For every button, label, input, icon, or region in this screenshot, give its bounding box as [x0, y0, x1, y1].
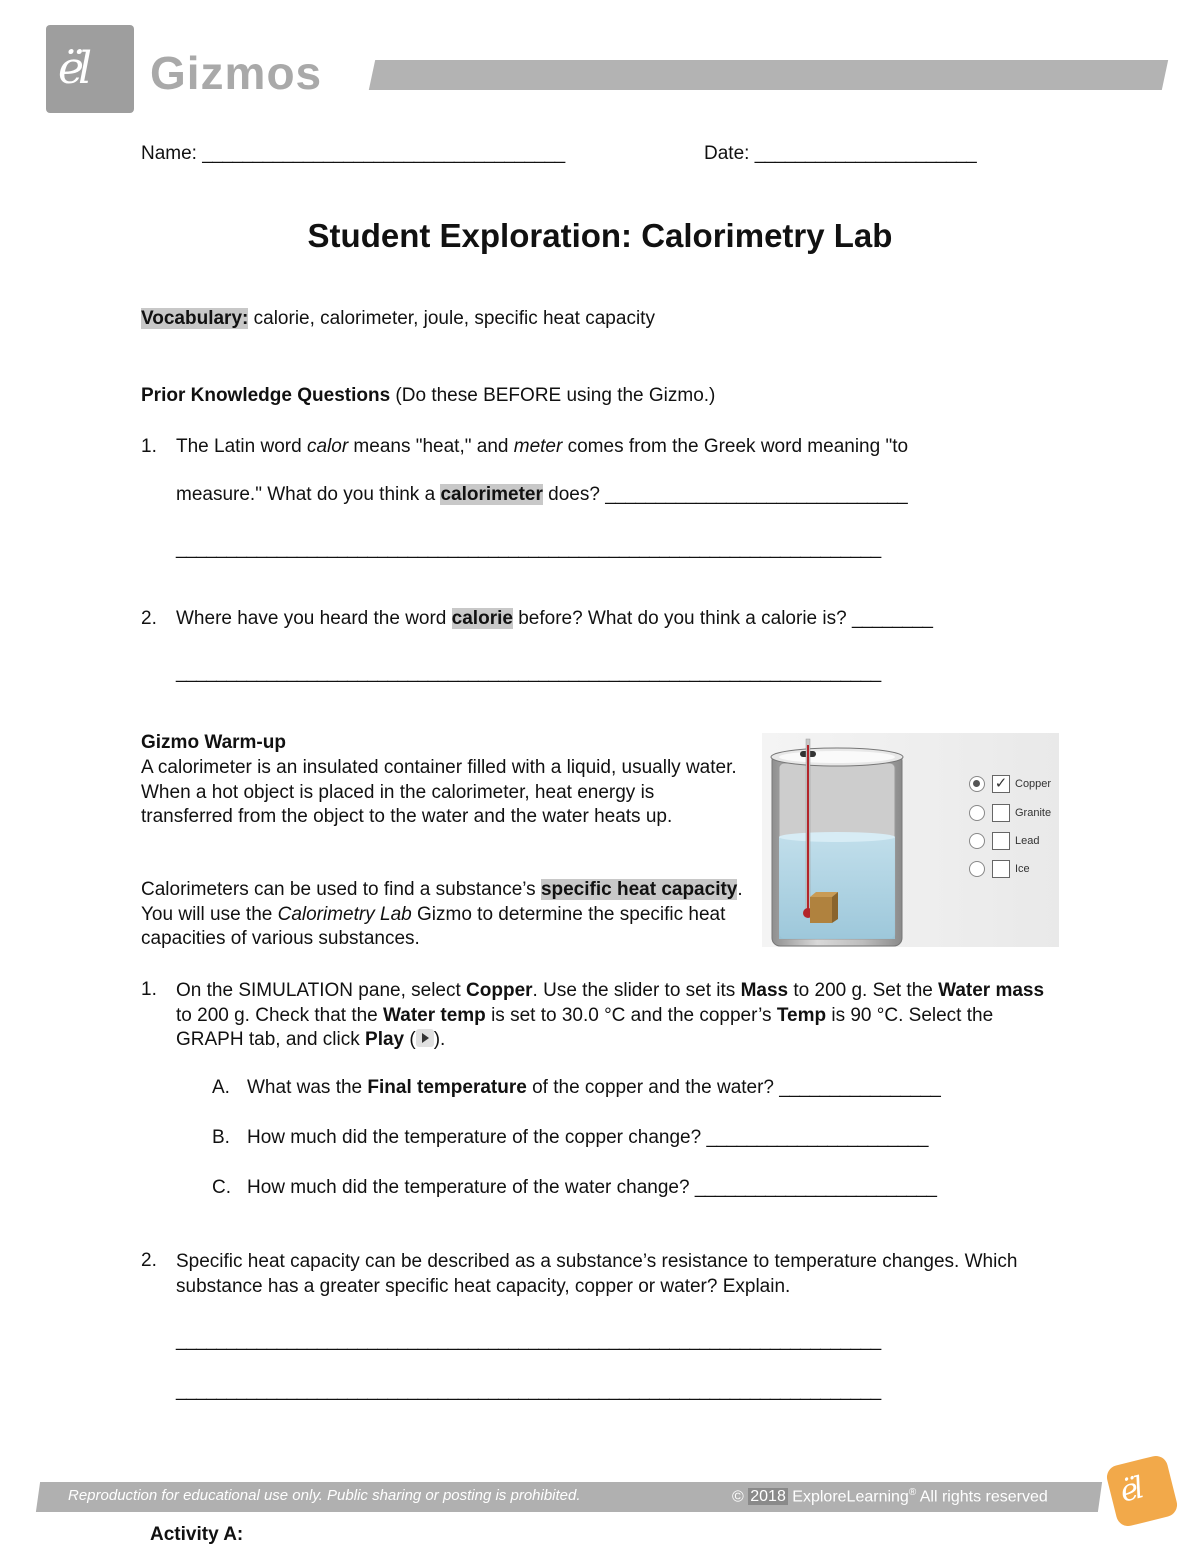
pk-q1-text: The Latin word	[176, 436, 307, 457]
gizmo-name: Calorimetry Lab	[277, 903, 412, 925]
date-field[interactable]	[704, 143, 976, 165]
wq1-bold-play: Play	[365, 1029, 405, 1050]
page-title: Student Exploration: Calorimetry Lab	[307, 217, 893, 254]
wq1-bold-water-mass: Water mass	[938, 980, 1045, 1001]
pk-q1-number: 1.	[141, 436, 157, 457]
wq1a-line	[247, 1077, 940, 1099]
rights-reserved: All rights reserved	[916, 1488, 1048, 1506]
wq1-bold-copper: Copper	[466, 980, 533, 1001]
registered-mark: ®	[908, 1487, 917, 1498]
wq1a-text: of the copper and the water?	[526, 1077, 780, 1098]
date-blank: ______________________	[754, 143, 977, 164]
wq1-bold-mass: Mass	[740, 980, 789, 1001]
name-blank: ____________________________________	[202, 143, 565, 164]
name-field[interactable]	[141, 143, 565, 165]
wq2-text: Specific heat capacity can be described as a substance’s resistance to temperature changes. Which substance has a greater specific heat capacity, copper or water? Explain.	[176, 1251, 1018, 1297]
vocab-term-calorie: calorie	[451, 608, 513, 629]
warmup-paragraph-1: A calorimeter is an insulated container filled with a liquid, usually water. When a hot object is placed in the calorimeter, heat energy is transferred from the object to the water and the water heats up.	[141, 757, 737, 827]
wq1a-label: A.	[212, 1077, 230, 1098]
pk-q1-answer-blank[interactable]: ______________________________	[605, 484, 908, 505]
wq1c-label: C.	[212, 1177, 231, 1198]
wq1c-line	[247, 1177, 936, 1199]
wq1a-bold-final-temperature: Final temperature	[367, 1077, 527, 1098]
pk-q1-answer-blank-2[interactable]: ______________________________________________________________________	[176, 538, 881, 559]
vocab-term-calorimeter: calorimeter	[440, 484, 543, 505]
vocab-term-specific-heat-capacity: specific heat capacity	[540, 879, 738, 900]
pk-q2-text: Where have you heard the word	[176, 608, 452, 629]
warmup-p2-text: Calorimeters can be used to find a substance’s	[141, 879, 541, 900]
pk-q2-answer-blank[interactable]: ________	[851, 608, 933, 629]
wq1c-answer-blank[interactable]: ________________________	[694, 1177, 937, 1198]
wq1a-text: What was the	[247, 1077, 368, 1098]
wq1-text	[176, 979, 1056, 1053]
name-label: Name:	[141, 143, 197, 164]
substance-option-granite[interactable]	[969, 804, 1051, 822]
radio-copper-selected[interactable]	[969, 776, 985, 792]
wq2-answer-blank-1[interactable]: ______________________________________________________________________	[176, 1330, 881, 1351]
checkbox-ice[interactable]	[992, 860, 1010, 878]
vocabulary-label: Vocabulary:	[141, 308, 249, 329]
pk-q1-word-calor: calor	[306, 436, 349, 457]
warmup-heading	[141, 732, 286, 754]
wq1-text-part: (	[404, 1029, 416, 1050]
header-bar	[369, 60, 1168, 90]
pk-q2-line1	[176, 608, 933, 630]
wq2-answer-blank-2[interactable]: ______________________________________________________________________	[176, 1380, 881, 1401]
radio-ice[interactable]	[969, 861, 985, 877]
wq1-text-part: . Use the slider to set its	[532, 980, 741, 1001]
wq1a-answer-blank[interactable]: ________________	[779, 1077, 941, 1098]
corner-logo-glyph: ël	[1116, 1471, 1144, 1510]
wq2-number: 2.	[141, 1250, 157, 1271]
vocabulary-line	[141, 308, 655, 330]
pk-q1-text: means "heat," and	[348, 436, 514, 457]
substance-option-ice[interactable]	[969, 860, 1030, 878]
wq1c-text: How much did the temperature of the water change?	[247, 1177, 695, 1198]
warmup-p2-text: Gizmo to determine the specific heat capacities of various substances.	[141, 903, 726, 949]
footer-copyright	[732, 1487, 1048, 1506]
date-label: Date:	[704, 143, 750, 164]
wq1-text-part: to 200 g. Check that the	[176, 1004, 384, 1026]
company-name: ExploreLearning	[787, 1488, 909, 1506]
copyright-year: 2018	[750, 1488, 786, 1506]
explorelearning-corner-logo	[1104, 1453, 1179, 1528]
pk-q1-line2	[176, 484, 907, 506]
pk-q1-line1	[176, 436, 908, 458]
prior-knowledge-heading	[141, 385, 715, 407]
footer-notice: Reproduction for educational use only. Public sharing or posting is prohibited.	[68, 1487, 581, 1504]
substance-option-copper[interactable]	[969, 775, 1051, 793]
warmup-p2-text: . You will use the	[141, 879, 743, 925]
warmup-paragraph-2	[141, 878, 746, 952]
substance-option-lead[interactable]	[969, 832, 1039, 850]
wq1b-answer-blank[interactable]: ______________________	[706, 1127, 928, 1148]
wq1-number: 1.	[141, 979, 157, 1000]
wq1-text-part: On the SIMULATION pane, select	[176, 980, 467, 1001]
pk-q1-text: comes from the Greek word meaning "to	[562, 436, 909, 457]
option-label-ice: Ice	[1015, 863, 1030, 875]
explorelearning-logo	[46, 25, 134, 113]
wq1b-text: How much did the temperature of the copper change?	[247, 1127, 707, 1148]
pk-q1-text: measure." What do you think a	[176, 484, 441, 505]
calorimeter-figure	[762, 733, 1059, 947]
option-label-granite: Granite	[1015, 807, 1052, 819]
wq1-text-part: to 200 g. Set the	[788, 980, 939, 1001]
option-label-copper: Copper	[1015, 778, 1052, 790]
wq1-text-part: ).	[433, 1029, 446, 1050]
play-icon	[416, 1029, 434, 1047]
activity-label: Activity A:	[150, 1524, 244, 1545]
checkbox-lead[interactable]	[992, 832, 1010, 850]
pk-q2-answer-blank-2[interactable]: ______________________________________________________________________	[176, 662, 881, 683]
copyright-symbol: ©	[732, 1488, 744, 1506]
pk-q1-text: does?	[542, 484, 606, 505]
warmup-title: Gizmo Warm-up	[141, 732, 286, 753]
wq1-bold-water-temp: Water temp	[383, 1004, 486, 1026]
pk-q2-text: before? What do you think a calorie is?	[512, 608, 852, 629]
option-label-lead: Lead	[1015, 835, 1040, 847]
prior-knowledge-note: (Do these BEFORE using the Gizmo.)	[390, 385, 716, 406]
radio-lead[interactable]	[969, 833, 985, 849]
wq1b-line	[247, 1127, 928, 1149]
vocabulary-terms: calorie, calorimeter, joule, specific heat capacity	[248, 308, 655, 329]
wq1b-label: B.	[212, 1127, 230, 1148]
pk-q2-number: 2.	[141, 608, 157, 629]
wq1-text-part: is 90 °C. Select the GRAPH tab, and click	[176, 1004, 994, 1050]
checkbox-copper-checked[interactable]: ✓	[992, 775, 1010, 793]
wq1-bold-temp: Temp	[776, 1004, 827, 1026]
wq1-text-part: is set to 30.0 °C and the copper’s	[485, 1004, 777, 1026]
pk-q1-word-meter: meter	[513, 436, 563, 457]
radio-granite[interactable]	[969, 805, 985, 821]
prior-knowledge-title: Prior Knowledge Questions	[141, 385, 391, 406]
logo-glyph: ël	[58, 43, 87, 94]
brand-name: Gizmos	[150, 47, 323, 99]
checkbox-granite[interactable]	[992, 804, 1010, 822]
